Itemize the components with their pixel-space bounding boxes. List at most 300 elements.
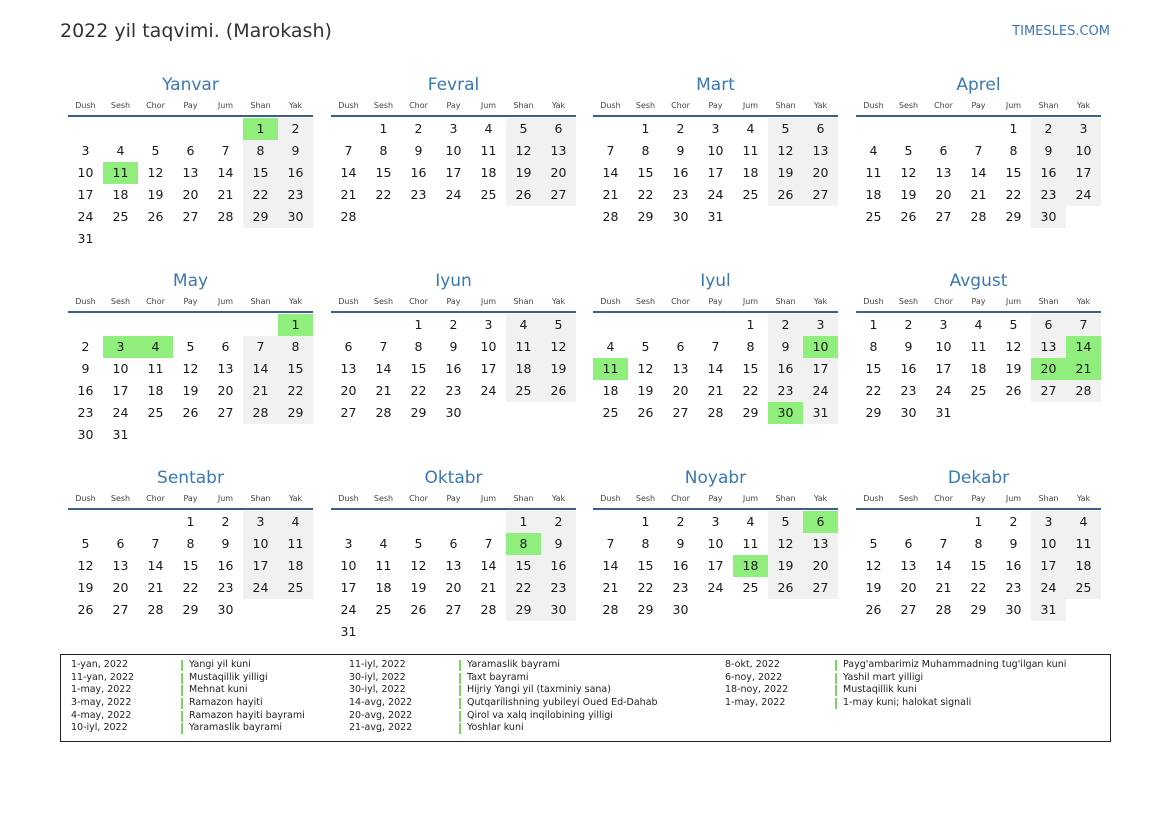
day-cell[interactable]: 26 bbox=[637, 405, 654, 420]
day-cell[interactable]: 1 bbox=[414, 317, 423, 332]
day-cell[interactable]: 11 bbox=[375, 558, 392, 573]
day-cell[interactable]: 10 bbox=[935, 339, 952, 354]
day-cell[interactable]: 8 bbox=[641, 536, 650, 551]
day-cell[interactable]: 3 bbox=[1066, 118, 1101, 140]
day-cell[interactable]: 23 bbox=[672, 187, 689, 202]
day-cell[interactable]: 4 bbox=[869, 143, 878, 158]
day-cell[interactable]: 7 bbox=[484, 536, 493, 551]
day-cell[interactable]: 6 bbox=[449, 536, 458, 551]
day-cell[interactable]: 10 bbox=[707, 536, 724, 551]
day-cell[interactable]: 2 bbox=[278, 118, 313, 140]
day-cell[interactable]: 17 bbox=[77, 187, 94, 202]
day-cell[interactable]: 11 bbox=[742, 143, 759, 158]
day-cell[interactable]: 3 bbox=[939, 317, 948, 332]
day-cell[interactable]: 20 bbox=[803, 162, 838, 184]
day-cell[interactable]: 13 bbox=[112, 558, 129, 573]
day-cell[interactable]: 25 bbox=[147, 405, 164, 420]
day-cell[interactable]: 1 bbox=[379, 121, 388, 136]
day-cell[interactable]: 20 bbox=[672, 383, 689, 398]
day-cell[interactable]: 4 bbox=[746, 514, 755, 529]
day-cell[interactable]: 14 bbox=[243, 358, 278, 380]
day-cell[interactable]: 18 bbox=[970, 361, 987, 376]
day-cell[interactable]: 12 bbox=[900, 165, 917, 180]
day-cell[interactable]: 5 bbox=[541, 314, 576, 336]
day-cell[interactable]: 9 bbox=[676, 143, 685, 158]
day-cell[interactable]: 1 bbox=[506, 511, 541, 533]
day-cell[interactable]: 4 bbox=[138, 336, 173, 358]
day-cell[interactable]: 15 bbox=[742, 361, 759, 376]
day-cell[interactable]: 31 bbox=[112, 427, 129, 442]
day-cell[interactable]: 7 bbox=[711, 339, 720, 354]
day-cell[interactable]: 6 bbox=[344, 339, 353, 354]
day-cell[interactable]: 14 bbox=[602, 165, 619, 180]
day-cell[interactable]: 22 bbox=[278, 380, 313, 402]
day-cell[interactable]: 18 bbox=[506, 358, 541, 380]
day-cell[interactable]: 27 bbox=[340, 405, 357, 420]
day-cell[interactable]: 18 bbox=[278, 555, 313, 577]
day-cell[interactable]: 25 bbox=[865, 209, 882, 224]
day-cell[interactable]: 25 bbox=[742, 580, 759, 595]
day-cell[interactable]: 8 bbox=[379, 143, 388, 158]
day-cell[interactable]: 21 bbox=[602, 580, 619, 595]
day-cell[interactable]: 6 bbox=[221, 339, 230, 354]
day-cell[interactable]: 4 bbox=[746, 121, 755, 136]
day-cell[interactable]: 19 bbox=[77, 580, 94, 595]
day-cell[interactable]: 12 bbox=[768, 140, 803, 162]
day-cell[interactable]: 28 bbox=[602, 209, 619, 224]
day-cell[interactable]: 13 bbox=[340, 361, 357, 376]
day-cell[interactable]: 21 bbox=[970, 187, 987, 202]
day-cell[interactable]: 23 bbox=[445, 383, 462, 398]
day-cell[interactable]: 16 bbox=[1031, 162, 1066, 184]
day-cell[interactable]: 15 bbox=[865, 361, 882, 376]
day-cell[interactable]: 2 bbox=[541, 511, 576, 533]
day-cell[interactable]: 18 bbox=[147, 383, 164, 398]
day-cell[interactable]: 29 bbox=[637, 602, 654, 617]
day-cell[interactable]: 4 bbox=[506, 314, 541, 336]
day-cell[interactable]: 21 bbox=[243, 380, 278, 402]
day-cell[interactable]: 28 bbox=[217, 209, 234, 224]
day-cell[interactable]: 3 bbox=[711, 121, 720, 136]
day-cell[interactable]: 22 bbox=[375, 187, 392, 202]
day-cell[interactable]: 26 bbox=[900, 209, 917, 224]
day-cell[interactable]: 6 bbox=[541, 118, 576, 140]
day-cell[interactable]: 19 bbox=[637, 383, 654, 398]
day-cell[interactable]: 28 bbox=[375, 405, 392, 420]
day-cell[interactable]: 9 bbox=[904, 339, 913, 354]
day-cell[interactable]: 1 bbox=[1009, 121, 1018, 136]
day-cell[interactable]: 8 bbox=[243, 140, 278, 162]
day-cell[interactable]: 2 bbox=[1009, 514, 1018, 529]
day-cell[interactable]: 13 bbox=[935, 165, 952, 180]
day-cell[interactable]: 18 bbox=[480, 165, 497, 180]
day-cell[interactable]: 26 bbox=[147, 209, 164, 224]
day-cell[interactable]: 3 bbox=[803, 314, 838, 336]
day-cell[interactable]: 9 bbox=[1031, 140, 1066, 162]
day-cell[interactable]: 7 bbox=[606, 536, 615, 551]
day-cell[interactable]: 8 bbox=[186, 536, 195, 551]
day-cell[interactable]: 7 bbox=[243, 336, 278, 358]
day-cell[interactable]: 29 bbox=[506, 599, 541, 621]
day-cell[interactable]: 2 bbox=[81, 339, 90, 354]
day-cell[interactable]: 10 bbox=[77, 165, 94, 180]
day-cell[interactable]: 21 bbox=[602, 187, 619, 202]
day-cell[interactable]: 29 bbox=[970, 602, 987, 617]
day-cell[interactable]: 28 bbox=[340, 209, 357, 224]
day-cell[interactable]: 28 bbox=[970, 209, 987, 224]
day-cell[interactable]: 27 bbox=[1031, 380, 1066, 402]
day-cell[interactable]: 28 bbox=[602, 602, 619, 617]
day-cell[interactable]: 12 bbox=[637, 361, 654, 376]
day-cell[interactable]: 5 bbox=[869, 536, 878, 551]
day-cell[interactable]: 20 bbox=[803, 555, 838, 577]
day-cell[interactable]: 23 bbox=[1031, 184, 1066, 206]
day-cell[interactable]: 19 bbox=[410, 580, 427, 595]
day-cell[interactable]: 27 bbox=[112, 602, 129, 617]
day-cell[interactable]: 24 bbox=[340, 602, 357, 617]
day-cell[interactable]: 31 bbox=[935, 405, 952, 420]
day-cell[interactable]: 22 bbox=[182, 580, 199, 595]
day-cell[interactable]: 24 bbox=[445, 187, 462, 202]
day-cell[interactable]: 10 bbox=[243, 533, 278, 555]
day-cell[interactable]: 26 bbox=[541, 380, 576, 402]
day-cell[interactable]: 3 bbox=[449, 121, 458, 136]
day-cell[interactable]: 3 bbox=[484, 317, 493, 332]
day-cell[interactable]: 22 bbox=[742, 383, 759, 398]
day-cell[interactable]: 9 bbox=[414, 143, 423, 158]
day-cell[interactable]: 29 bbox=[243, 206, 278, 228]
day-cell[interactable]: 3 bbox=[81, 143, 90, 158]
day-cell[interactable]: 8 bbox=[974, 536, 983, 551]
day-cell[interactable]: 16 bbox=[77, 383, 94, 398]
day-cell[interactable]: 20 bbox=[541, 162, 576, 184]
day-cell[interactable]: 2 bbox=[449, 317, 458, 332]
day-cell[interactable]: 25 bbox=[375, 602, 392, 617]
day-cell[interactable]: 21 bbox=[340, 187, 357, 202]
day-cell[interactable]: 11 bbox=[742, 536, 759, 551]
day-cell[interactable]: 27 bbox=[182, 209, 199, 224]
day-cell[interactable]: 25 bbox=[742, 187, 759, 202]
day-cell[interactable]: 27 bbox=[900, 602, 917, 617]
day-cell[interactable]: 4 bbox=[1066, 511, 1101, 533]
day-cell[interactable]: 9 bbox=[1009, 536, 1018, 551]
day-cell[interactable]: 8 bbox=[641, 143, 650, 158]
day-cell[interactable]: 22 bbox=[637, 187, 654, 202]
day-cell[interactable]: 5 bbox=[186, 339, 195, 354]
day-cell[interactable]: 25 bbox=[506, 380, 541, 402]
day-cell[interactable]: 20 bbox=[900, 580, 917, 595]
day-cell[interactable]: 1 bbox=[186, 514, 195, 529]
day-cell[interactable]: 16 bbox=[672, 558, 689, 573]
day-cell[interactable]: 4 bbox=[484, 121, 493, 136]
day-cell[interactable]: 6 bbox=[1031, 314, 1066, 336]
day-cell[interactable]: 29 bbox=[410, 405, 427, 420]
day-cell[interactable]: 30 bbox=[541, 599, 576, 621]
day-cell[interactable]: 11 bbox=[1066, 533, 1101, 555]
day-cell[interactable]: 26 bbox=[865, 602, 882, 617]
day-cell[interactable]: 6 bbox=[676, 339, 685, 354]
day-cell[interactable]: 11 bbox=[865, 165, 882, 180]
day-cell[interactable]: 20 bbox=[445, 580, 462, 595]
day-cell[interactable]: 17 bbox=[1031, 555, 1066, 577]
day-cell[interactable]: 14 bbox=[480, 558, 497, 573]
day-cell[interactable]: 7 bbox=[606, 143, 615, 158]
day-cell[interactable]: 20 bbox=[1031, 358, 1066, 380]
day-cell[interactable]: 4 bbox=[116, 143, 125, 158]
day-cell[interactable]: 27 bbox=[935, 209, 952, 224]
day-cell[interactable]: 22 bbox=[410, 383, 427, 398]
day-cell[interactable]: 25 bbox=[602, 405, 619, 420]
day-cell[interactable]: 23 bbox=[1005, 580, 1022, 595]
day-cell[interactable]: 11 bbox=[147, 361, 164, 376]
day-cell[interactable]: 7 bbox=[974, 143, 983, 158]
day-cell[interactable]: 21 bbox=[935, 580, 952, 595]
day-cell[interactable]: 6 bbox=[803, 511, 838, 533]
day-cell[interactable]: 7 bbox=[221, 143, 230, 158]
day-cell[interactable]: 28 bbox=[935, 602, 952, 617]
day-cell[interactable]: 14 bbox=[340, 165, 357, 180]
day-cell[interactable]: 24 bbox=[935, 383, 952, 398]
day-cell[interactable]: 22 bbox=[1005, 187, 1022, 202]
day-cell[interactable]: 28 bbox=[147, 602, 164, 617]
day-cell[interactable]: 26 bbox=[77, 602, 94, 617]
day-cell[interactable]: 22 bbox=[970, 580, 987, 595]
day-cell[interactable]: 5 bbox=[904, 143, 913, 158]
day-cell[interactable]: 30 bbox=[445, 405, 462, 420]
day-cell[interactable]: 1 bbox=[641, 514, 650, 529]
day-cell[interactable]: 1 bbox=[974, 514, 983, 529]
day-cell[interactable]: 12 bbox=[1005, 339, 1022, 354]
day-cell[interactable]: 10 bbox=[1031, 533, 1066, 555]
day-cell[interactable]: 1 bbox=[869, 317, 878, 332]
day-cell[interactable]: 17 bbox=[340, 580, 357, 595]
day-cell[interactable]: 23 bbox=[278, 184, 313, 206]
day-cell[interactable]: 5 bbox=[81, 536, 90, 551]
day-cell[interactable]: 10 bbox=[445, 143, 462, 158]
day-cell[interactable]: 29 bbox=[1005, 209, 1022, 224]
day-cell[interactable]: 12 bbox=[506, 140, 541, 162]
day-cell[interactable]: 5 bbox=[506, 118, 541, 140]
day-cell[interactable]: 16 bbox=[541, 555, 576, 577]
day-cell[interactable]: 2 bbox=[414, 121, 423, 136]
day-cell[interactable]: 8 bbox=[414, 339, 423, 354]
day-cell[interactable]: 15 bbox=[970, 558, 987, 573]
day-cell[interactable]: 27 bbox=[803, 184, 838, 206]
day-cell[interactable]: 15 bbox=[637, 165, 654, 180]
day-cell[interactable]: 6 bbox=[939, 143, 948, 158]
day-cell[interactable]: 30 bbox=[278, 206, 313, 228]
day-cell[interactable]: 23 bbox=[410, 187, 427, 202]
day-cell[interactable]: 27 bbox=[217, 405, 234, 420]
day-cell[interactable]: 1 bbox=[641, 121, 650, 136]
day-cell[interactable]: 1 bbox=[278, 314, 313, 336]
day-cell[interactable]: 1 bbox=[243, 118, 278, 140]
day-cell[interactable]: 30 bbox=[77, 427, 94, 442]
day-cell[interactable]: 3 bbox=[243, 511, 278, 533]
day-cell[interactable]: 16 bbox=[1005, 558, 1022, 573]
day-cell[interactable]: 5 bbox=[768, 511, 803, 533]
day-cell[interactable]: 9 bbox=[768, 336, 803, 358]
day-cell[interactable]: 14 bbox=[217, 165, 234, 180]
day-cell[interactable]: 31 bbox=[340, 624, 357, 639]
day-cell[interactable]: 19 bbox=[506, 162, 541, 184]
day-cell[interactable]: 14 bbox=[1066, 336, 1101, 358]
day-cell[interactable]: 22 bbox=[506, 577, 541, 599]
day-cell[interactable]: 3 bbox=[1031, 511, 1066, 533]
day-cell[interactable]: 26 bbox=[768, 184, 803, 206]
day-cell[interactable]: 19 bbox=[1005, 361, 1022, 376]
day-cell[interactable]: 18 bbox=[865, 187, 882, 202]
day-cell[interactable]: 23 bbox=[77, 405, 94, 420]
day-cell[interactable]: 30 bbox=[1031, 206, 1066, 228]
day-cell[interactable]: 30 bbox=[768, 402, 803, 424]
day-cell[interactable]: 16 bbox=[278, 162, 313, 184]
day-cell[interactable]: 15 bbox=[637, 558, 654, 573]
day-cell[interactable]: 19 bbox=[768, 555, 803, 577]
day-cell[interactable]: 24 bbox=[480, 383, 497, 398]
day-cell[interactable]: 10 bbox=[112, 361, 129, 376]
day-cell[interactable]: 11 bbox=[593, 358, 628, 380]
day-cell[interactable]: 12 bbox=[410, 558, 427, 573]
day-cell[interactable]: 31 bbox=[1031, 599, 1066, 621]
day-cell[interactable]: 17 bbox=[243, 555, 278, 577]
day-cell[interactable]: 7 bbox=[1066, 314, 1101, 336]
day-cell[interactable]: 8 bbox=[746, 339, 755, 354]
day-cell[interactable]: 15 bbox=[1005, 165, 1022, 180]
day-cell[interactable]: 2 bbox=[1031, 118, 1066, 140]
day-cell[interactable]: 17 bbox=[480, 361, 497, 376]
day-cell[interactable]: 11 bbox=[480, 143, 497, 158]
day-cell[interactable]: 13 bbox=[541, 140, 576, 162]
day-cell[interactable]: 28 bbox=[707, 405, 724, 420]
day-cell[interactable]: 21 bbox=[375, 383, 392, 398]
day-cell[interactable]: 8 bbox=[506, 533, 541, 555]
day-cell[interactable]: 15 bbox=[410, 361, 427, 376]
day-cell[interactable]: 4 bbox=[278, 511, 313, 533]
day-cell[interactable]: 28 bbox=[1066, 380, 1101, 402]
day-cell[interactable]: 21 bbox=[480, 580, 497, 595]
day-cell[interactable]: 15 bbox=[278, 358, 313, 380]
day-cell[interactable]: 31 bbox=[803, 402, 838, 424]
day-cell[interactable]: 16 bbox=[445, 361, 462, 376]
day-cell[interactable]: 29 bbox=[182, 602, 199, 617]
day-cell[interactable]: 14 bbox=[707, 361, 724, 376]
day-cell[interactable]: 27 bbox=[445, 602, 462, 617]
day-cell[interactable]: 13 bbox=[900, 558, 917, 573]
day-cell[interactable]: 11 bbox=[506, 336, 541, 358]
day-cell[interactable]: 28 bbox=[243, 402, 278, 424]
day-cell[interactable]: 9 bbox=[541, 533, 576, 555]
day-cell[interactable]: 10 bbox=[1066, 140, 1101, 162]
day-cell[interactable]: 9 bbox=[449, 339, 458, 354]
day-cell[interactable]: 18 bbox=[733, 555, 768, 577]
day-cell[interactable]: 20 bbox=[217, 383, 234, 398]
day-cell[interactable]: 11 bbox=[970, 339, 987, 354]
day-cell[interactable]: 17 bbox=[112, 383, 129, 398]
day-cell[interactable]: 9 bbox=[278, 140, 313, 162]
day-cell[interactable]: 15 bbox=[243, 162, 278, 184]
day-cell[interactable]: 19 bbox=[182, 383, 199, 398]
day-cell[interactable]: 8 bbox=[1009, 143, 1018, 158]
day-cell[interactable]: 1 bbox=[746, 317, 755, 332]
day-cell[interactable]: 14 bbox=[375, 361, 392, 376]
day-cell[interactable]: 2 bbox=[904, 317, 913, 332]
day-cell[interactable]: 25 bbox=[112, 209, 129, 224]
day-cell[interactable]: 17 bbox=[707, 558, 724, 573]
day-cell[interactable]: 28 bbox=[480, 602, 497, 617]
day-cell[interactable]: 24 bbox=[243, 577, 278, 599]
day-cell[interactable]: 25 bbox=[1066, 577, 1101, 599]
day-cell[interactable]: 8 bbox=[278, 336, 313, 358]
day-cell[interactable]: 5 bbox=[414, 536, 423, 551]
day-cell[interactable]: 21 bbox=[147, 580, 164, 595]
day-cell[interactable]: 14 bbox=[602, 558, 619, 573]
day-cell[interactable]: 19 bbox=[147, 187, 164, 202]
day-cell[interactable]: 23 bbox=[541, 577, 576, 599]
day-cell[interactable]: 18 bbox=[112, 187, 129, 202]
day-cell[interactable]: 16 bbox=[217, 558, 234, 573]
day-cell[interactable]: 19 bbox=[900, 187, 917, 202]
day-cell[interactable]: 18 bbox=[742, 165, 759, 180]
day-cell[interactable]: 9 bbox=[221, 536, 230, 551]
day-cell[interactable]: 18 bbox=[1066, 555, 1101, 577]
day-cell[interactable]: 9 bbox=[81, 361, 90, 376]
day-cell[interactable]: 7 bbox=[151, 536, 160, 551]
day-cell[interactable]: 23 bbox=[217, 580, 234, 595]
day-cell[interactable]: 7 bbox=[939, 536, 948, 551]
day-cell[interactable]: 27 bbox=[541, 184, 576, 206]
day-cell[interactable]: 24 bbox=[77, 209, 94, 224]
day-cell[interactable]: 6 bbox=[803, 118, 838, 140]
day-cell[interactable]: 13 bbox=[182, 165, 199, 180]
day-cell[interactable]: 26 bbox=[182, 405, 199, 420]
day-cell[interactable]: 4 bbox=[606, 339, 615, 354]
day-cell[interactable]: 4 bbox=[379, 536, 388, 551]
day-cell[interactable]: 7 bbox=[344, 143, 353, 158]
day-cell[interactable]: 17 bbox=[935, 361, 952, 376]
day-cell[interactable]: 10 bbox=[480, 339, 497, 354]
day-cell[interactable]: 10 bbox=[707, 143, 724, 158]
day-cell[interactable]: 23 bbox=[768, 380, 803, 402]
day-cell[interactable]: 12 bbox=[541, 336, 576, 358]
day-cell[interactable]: 5 bbox=[1009, 317, 1018, 332]
day-cell[interactable]: 15 bbox=[375, 165, 392, 180]
day-cell[interactable]: 13 bbox=[1031, 336, 1066, 358]
day-cell[interactable]: 16 bbox=[410, 165, 427, 180]
day-cell[interactable]: 24 bbox=[1031, 577, 1066, 599]
day-cell[interactable]: 29 bbox=[278, 402, 313, 424]
day-cell[interactable]: 13 bbox=[217, 361, 234, 376]
day-cell[interactable]: 30 bbox=[900, 405, 917, 420]
day-cell[interactable]: 3 bbox=[344, 536, 353, 551]
day-cell[interactable]: 13 bbox=[803, 533, 838, 555]
day-cell[interactable]: 14 bbox=[147, 558, 164, 573]
day-cell[interactable]: 3 bbox=[103, 336, 138, 358]
day-cell[interactable]: 2 bbox=[768, 314, 803, 336]
day-cell[interactable]: 4 bbox=[974, 317, 983, 332]
day-cell[interactable]: 13 bbox=[445, 558, 462, 573]
day-cell[interactable]: 12 bbox=[147, 165, 164, 180]
day-cell[interactable]: 24 bbox=[1066, 184, 1101, 206]
day-cell[interactable]: 8 bbox=[869, 339, 878, 354]
day-cell[interactable]: 19 bbox=[768, 162, 803, 184]
day-cell[interactable]: 22 bbox=[243, 184, 278, 206]
site-link[interactable]: TIMESLES.COM bbox=[1012, 24, 1110, 39]
day-cell[interactable]: 20 bbox=[112, 580, 129, 595]
day-cell[interactable]: 25 bbox=[480, 187, 497, 202]
day-cell[interactable]: 12 bbox=[182, 361, 199, 376]
day-cell[interactable]: 26 bbox=[410, 602, 427, 617]
